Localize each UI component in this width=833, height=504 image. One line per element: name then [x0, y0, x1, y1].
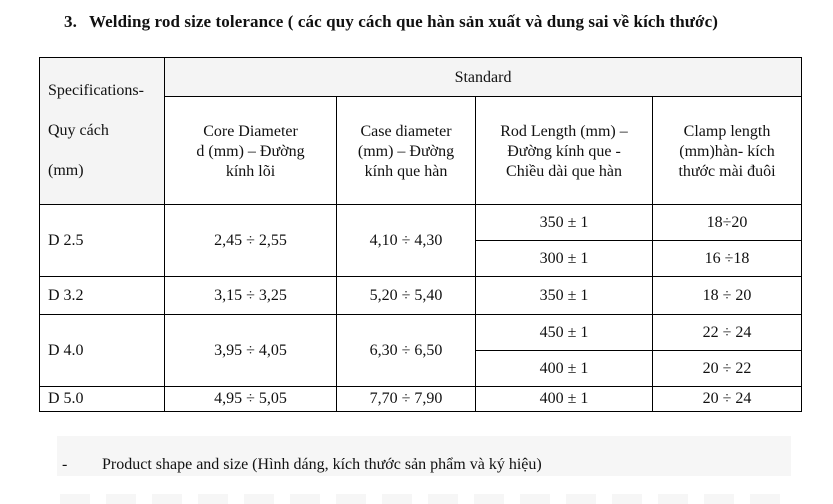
spec-cell: D 3.2	[40, 277, 165, 315]
clamp-length-cell: 18 ÷ 20	[653, 277, 802, 315]
case-diameter-cell: 5,20 ÷ 5,40	[337, 277, 476, 315]
section-number: 3.	[64, 12, 77, 31]
spec-cell: D 2.5	[40, 205, 165, 277]
header-line: Case diameter	[360, 122, 452, 140]
header-line: kính que hàn	[364, 162, 448, 180]
header-line: thước mài đuôi	[678, 162, 776, 180]
header-line: kính lõi	[225, 162, 276, 180]
col-header-clamp-length	[653, 97, 802, 205]
clamp-length-cell: 18÷20	[653, 205, 802, 241]
col-header-case-diameter	[337, 97, 476, 205]
table-row	[40, 277, 802, 315]
standard-header: Standard	[165, 58, 802, 97]
section-title: Welding rod size tolerance ( các quy cách que hàn sản xuất và dung sai về kích thước)	[89, 12, 718, 31]
bullet-dash: -	[62, 456, 68, 473]
section-heading	[64, 12, 718, 32]
spec-header-line: Quy cách	[48, 122, 109, 139]
rod-length-cell: 300 ± 1	[476, 241, 653, 277]
rod-length-cell: 450 ± 1	[476, 315, 653, 351]
rod-length-cell: 350 ± 1	[476, 277, 653, 315]
header-line: (mm)hàn- kích	[679, 142, 775, 160]
table-header-row	[40, 58, 802, 97]
table-row	[40, 387, 802, 412]
case-diameter-cell: 6,30 ÷ 6,50	[337, 315, 476, 387]
spec-header-line: Specifications-	[48, 82, 144, 99]
header-line: Đường kính que -	[507, 142, 621, 160]
col-header-rod-length	[476, 97, 653, 205]
header-line: Clamp length	[683, 122, 771, 140]
clamp-length-cell: 20 ÷ 24	[653, 387, 802, 412]
table-row	[40, 315, 802, 351]
case-diameter-cell: 7,70 ÷ 7,90	[337, 387, 476, 412]
header-line: Rod Length (mm) –	[500, 122, 628, 140]
faded-text-row	[60, 494, 780, 504]
header-line: (mm) – Đường	[357, 142, 455, 160]
case-diameter-cell: 4,10 ÷ 4,30	[337, 205, 476, 277]
clamp-length-cell: 22 ÷ 24	[653, 315, 802, 351]
core-diameter-cell: 3,95 ÷ 4,05	[165, 315, 337, 387]
header-line: Chiều dài que hàn	[506, 162, 622, 180]
spec-cell: D 5.0	[40, 387, 165, 412]
clamp-length-cell: 20 ÷ 22	[653, 351, 802, 387]
spec-header-line: (mm)	[48, 162, 84, 179]
rod-length-cell: 400 ± 1	[476, 387, 653, 412]
note-line	[62, 456, 542, 474]
tolerance-table	[39, 57, 802, 412]
col-header-core-diameter	[165, 97, 337, 205]
rod-length-cell: 400 ± 1	[476, 351, 653, 387]
header-line: d (mm) – Đường	[196, 142, 305, 160]
header-line: Core Diameter	[203, 122, 298, 140]
note-text: Product shape and size (Hình dáng, kích thước sản phẩm và ký hiệu)	[102, 456, 542, 473]
spec-header-cell	[40, 58, 165, 205]
core-diameter-cell: 2,45 ÷ 2,55	[165, 205, 337, 277]
core-diameter-cell: 3,15 ÷ 3,25	[165, 277, 337, 315]
core-diameter-cell: 4,95 ÷ 5,05	[165, 387, 337, 412]
spec-cell: D 4.0	[40, 315, 165, 387]
table-row	[40, 205, 802, 241]
rod-length-cell: 350 ± 1	[476, 205, 653, 241]
clamp-length-cell: 16 ÷18	[653, 241, 802, 277]
